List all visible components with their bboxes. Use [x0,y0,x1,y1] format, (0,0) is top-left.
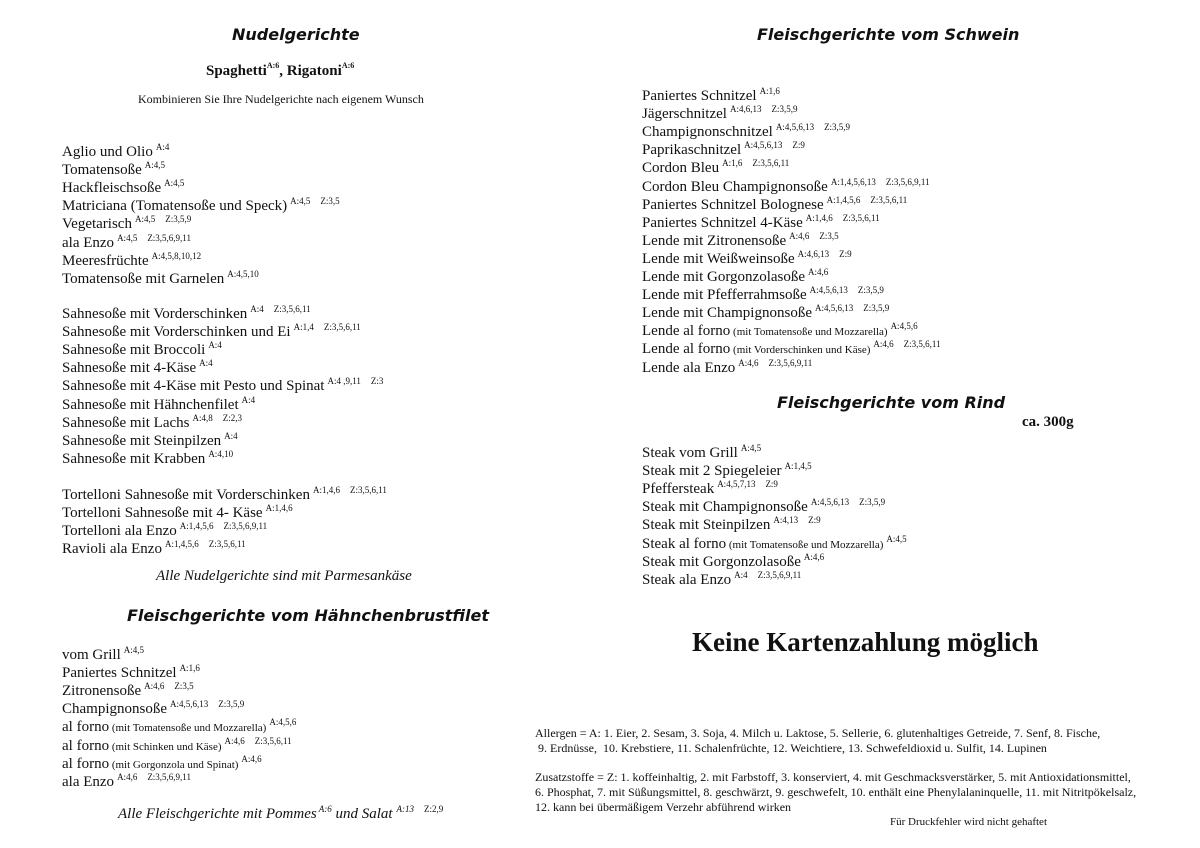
allergen-codes: A:4,8 [192,412,213,423]
additive-codes: Z:3,5 [174,681,194,692]
menu-item-detail: (mit Tomatensoße und Mozzarella) [109,722,267,735]
allergen-codes: A:4,6 [738,357,759,368]
additive-codes: Z:3,5,6,9,11 [147,771,191,782]
allergen-codes: A:1,4 [293,322,314,333]
menu-item [62,535,246,558]
menu-item [642,566,801,589]
allergen-codes: A:1,4,5,6 [164,539,199,550]
allergen-codes: A:4 [224,430,238,441]
allergen-codes: A:4,5 [886,533,907,544]
allergen-codes: A:4,5 [117,232,138,243]
additive-codes: Z:3,5,6,11 [273,304,311,314]
allergen-codes: A:4,5,6,13 [744,140,783,151]
additive-codes: Z:3,5,6,9,11 [885,176,930,187]
allergen-codes: A:4 [241,394,256,405]
menu-item-name: Jägerschnitzel [642,106,727,123]
allergen-codes: A:1,4,6 [805,212,833,223]
additive-codes: Z:9 [765,479,778,490]
allergen-codes: A:4,6 [144,681,165,692]
allergen-codes: A:1,4,5 [784,461,812,472]
allergen-legend: Allergen = A: 1. Eier, 2. Sesam, 3. Soja, 4. Milch u. Laktose, 5. Sellerie, 6. glutenhaltiges Getreide, 7. Senf, 8. Fische, 9. Erdnüsse, 10. Krebstiere, 11. Schalenfrüchte, 12. Weichtiere, 13. Schwefeldioxid u. Sulfit, 14. Lupinen [535,726,1101,755]
allergen-codes: A:4,5,6,13 [814,303,854,314]
allergen-codes: A:4,5,6 [269,717,297,728]
menu-item-name: al forno [62,719,110,736]
no-card-payment-notice: Keine Kartenzahlung möglich [692,627,1039,657]
additive-codes: Z:3,5,6,11 [208,539,246,550]
menu-item-name: Steak mit Champignonsoße [642,499,808,516]
allergen-codes: A:4,10 [208,448,234,459]
allergen-codes: A:1,4,6 [265,503,293,514]
menu-item-name: Tomatensoße [62,162,142,179]
menu-item-name: Steak mit 2 Spiegeleier [642,463,782,480]
menu-item-name: ala Enzo [62,773,115,790]
menu-item-name: Steak ala Enzo [642,571,732,588]
menu-item-name: Lende mit Champignonsoße [642,305,812,322]
allergen-codes: A:4,5 [740,443,762,453]
menu-item-name: Lende mit Gorgonzolasoße [642,269,806,285]
allergen-codes: A:4,6,13 [797,248,830,259]
menu-item [642,354,812,377]
menu-item-name: Lende al forno [642,323,731,340]
additive-codes: Z:3,5,6,11 [254,735,292,746]
nudel-footnote: Alle Nudelgerichte sind mit Parmesankäse [156,568,412,584]
additive-codes: Z:3,5,6,11 [349,485,387,495]
menu-item-name: Sahnesoße mit Vorderschinken und Ei [62,324,291,341]
haehnchen-title: Fleischgerichte vom Hähnchenbrustfilet [127,606,490,625]
menu-item-name: Tortelloni Sahnesoße mit 4- Käse [62,505,263,522]
menu-item-name: Lende mit Pfefferrahmsoße [642,287,807,304]
allergen-codes: A:4,13 [773,515,799,526]
menu-item-detail: (mit Vorderschinken und Käse) [730,344,871,357]
allergen-codes: A:4,5 [123,645,144,655]
menu-item-name: Paniertes Schnitzel Bolognese [642,196,824,213]
menu-item-name: Sahnesoße mit 4-Käse mit Pesto und Spinat [62,378,325,395]
menu-item-name: Sahnesoße mit Broccoli [62,342,206,359]
menu-item-name: Tortelloni ala Enzo [62,523,177,540]
additive-codes: Z:3,5 [320,196,340,207]
additive-codes: Z:3,5,9 [863,303,890,314]
menu-item-detail: (mit Tomatensoße und Mozzarella) [730,326,888,339]
menu-item-name: Sahnesoße mit 4-Käse [62,360,197,377]
allergen-codes: A:4,5,6 [890,321,918,332]
menu-item-name: Steak al forno [642,535,727,552]
menu-item-name: al forno [62,755,110,772]
allergen-codes: A:4,5,10 [227,268,259,279]
allergen-codes: A:1,6 [759,86,780,96]
menu-item [62,768,191,791]
allergen-codes: A:4 [155,142,170,152]
allergen-codes: A:4,5 [164,178,185,189]
additive-codes: Z:3,5,6,11 [323,322,361,333]
menu-item-name: Paniertes Schnitzel [62,665,177,682]
allergen-codes: A:4,5 [134,214,156,225]
allergen-codes: A:4,5,8,10,12 [151,250,202,261]
allergen-codes: A:4,5,6,13 [810,497,850,508]
menu-item-name: Tomatensoße mit Garnelen [62,270,225,287]
additive-codes: Z:3,5,6,11 [870,194,908,205]
menu-item-name: Sahnesoße mit Krabben [62,450,206,467]
menu-item-name: al forno [62,737,110,754]
menu-item-name: Champignonschnitzel [642,124,773,141]
allergen-codes: A:4 [208,340,222,351]
menu-item-detail: (mit Schinken und Käse) [109,740,222,753]
allergen-codes: A:4,6 [873,339,894,350]
allergen-codes: A:4,5,6,13 [170,699,209,710]
additive-codes: Z:3,5,6,11 [752,158,790,169]
menu-item-name: ala Enzo [62,234,115,251]
menu-item-name: Aglio und Olio [62,144,153,160]
menu-item-name: Sahnesoße mit Hähnchenfilet [62,396,239,413]
menu-item-name: Meeresfrüchte [62,252,149,269]
allergen-codes: A:4,6 [808,267,829,277]
menu-item-name: Hackfleischsoße [62,180,162,197]
allergen-codes: A:4,6 [803,551,825,562]
menu-item-name: Lende ala Enzo [642,359,736,376]
additive-codes: Z:2,3 [222,412,242,423]
menu-item-name: Vegetarisch [62,216,132,233]
allergen-codes: A:4,5,7,13 [717,479,756,490]
nudel-title: Nudelgerichte [232,25,360,44]
allergen-codes: A:4,5 [144,160,166,171]
additive-codes: Z:3,5,6,9,11 [768,357,813,368]
disclaimer: Für Druckfehler wird nicht gehaftet [890,816,1047,828]
additive-legend: Zusatzstoffe = Z: 1. koffeinhaltig, 2. mit Farbstoff, 3. konserviert, 4. mit Geschmacksverstärker, 5. mit Antioxidationsmittel, 6. Phosphat, 7. mit Süßungsmittel, 8. geschwärzt, 9. geschwefelt, 10. enthält eine Phenylalaninquelle, 11. mit Nitritpökelsalz, 12. kann bei übermäßigem Verzehr abführend wirken [535,770,1137,814]
menu-item-name: Steak mit Gorgonzolasoße [642,553,801,570]
menu-item-name: Tortelloni Sahnesoße mit Vorderschinken [62,487,310,503]
additive-codes: Z:3,5,9 [857,285,884,296]
menu-item [62,445,233,468]
allergen-codes: A:4,5,6,13 [809,285,848,296]
additive-codes: Z:3,5,6,9,11 [223,521,268,532]
haehnchen-footnote: Alle Fleischgerichte mit Pommes $^{A:6}$ und Salat $^{A:13}$ $^{Z:2,9}$ [118,804,444,822]
menu-item-detail: (mit Gorgonzola und Spinat) [109,758,239,771]
menu-item-name: Paniertes Schnitzel [642,88,757,104]
menu-item-name: Zitronensoße [62,683,142,700]
schwein-title: Fleischgerichte vom Schwein [757,25,1020,44]
nudel-subtitle: Kombinieren Sie Ihre Nudelgerichte nach eigenem Wunsch [138,92,424,106]
menu-item-detail: (mit Tomatensoße und Mozzarella) [726,538,884,551]
additive-codes: Z:9 [808,515,821,526]
additive-codes: Z:3 [370,376,384,387]
allergen-codes: A:4,6 [789,230,810,241]
allergen-codes: A:4,5 [290,196,311,207]
allergen-codes: A:1,4,6 [312,485,340,495]
menu-item-name: Cordon Bleu [642,160,720,177]
menu-item-name: vom Grill [62,647,121,663]
allergen-codes: A:4,6,13 [729,104,762,115]
menu-item-name: Steak mit Steinpilzen [642,517,771,534]
menu-item-name: Steak vom Grill [642,445,738,461]
additive-codes: Z:3,5,6,9,11 [147,232,191,243]
allergen-codes: A:4,6 [117,771,138,782]
allergen-codes: A:1,6 [179,663,200,674]
additive-codes: Z:3,5,9 [771,104,798,115]
menu-item [62,265,259,288]
allergen-codes: A:4 [250,304,264,314]
additive-codes: Z:9 [839,248,852,259]
menu-item-name: Cordon Bleu Champignonsoße [642,178,828,195]
additive-codes: Z:3,5,6,9,11 [757,569,802,580]
allergen-codes: A:4 ,9,11 [327,376,361,387]
allergen-codes: A:1,4,5,6,13 [830,176,876,187]
additive-codes: Z:3,5,9 [824,122,851,133]
menu-item-name: Paniertes Schnitzel 4-Käse [642,214,803,231]
menu-item-name: Sahnesoße mit Lachs [62,414,190,431]
menu-item-name: Lende al forno [642,341,731,358]
additive-codes: Z:3,5,6,11 [903,339,941,350]
allergen-codes: A:4,5,6,13 [775,122,815,133]
allergen-codes: A:4,6 [224,735,245,746]
additive-codes: Z:3,5,6,11 [842,212,880,223]
menu-item-name: Matriciana (Tomatensoße und Speck) [62,198,288,215]
allergen-codes: A:1,4,5,6 [179,521,214,532]
menu-item-name: Ravioli ala Enzo [62,541,162,558]
additive-codes: Z:9 [792,140,805,151]
menu-item-name: Champignonsoße [62,701,167,718]
rind-title: Fleischgerichte vom Rind [777,393,1006,412]
allergen-codes: A:1,6 [722,158,743,169]
pasta-types: Spaghetti$^{A:6}$, Rigatoni$^{A:6}$ [206,61,355,79]
additive-codes: Z:3,5,9 [218,699,245,710]
allergen-codes: A:4 [734,569,748,580]
menu-item-name: Pfeffersteak [642,481,715,498]
menu-item-name: Sahnesoße mit Steinpilzen [62,432,222,449]
menu-item-name: Lende mit Zitronensoße [642,232,787,249]
allergen-codes: A:4,6 [241,753,262,764]
additive-codes: Z:3,5,9 [859,497,886,508]
menu-item-name: Lende mit Weißweinsoße [642,250,795,267]
allergen-codes: A:4 [199,358,213,369]
rind-weight: ca. 300g [1022,414,1074,430]
additive-codes: Z:3,5 [819,230,839,241]
allergen-codes: A:1,4,5,6 [826,194,861,205]
menu-item-name: Sahnesoße mit Vorderschinken [62,306,248,322]
additive-codes: Z:3,5,9 [165,214,192,225]
menu-item-name: Paprikaschnitzel [642,142,742,159]
